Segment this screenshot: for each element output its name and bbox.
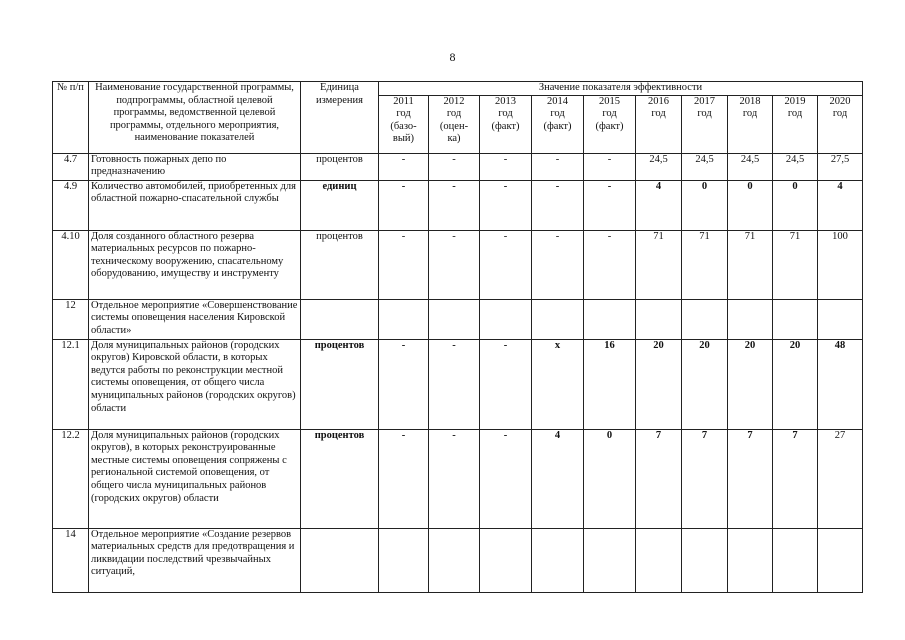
header-year-text: год [832, 108, 848, 120]
row-value-2013: - [480, 180, 532, 230]
row-value-2016: 71 [636, 230, 682, 299]
row-number: 4.10 [53, 230, 89, 299]
row-value-2012: - [429, 153, 480, 180]
row-value-2011: - [379, 230, 429, 299]
row-value-2016: 20 [636, 339, 682, 429]
header-year-text: 2011 [393, 95, 414, 107]
row-value-2018 [728, 528, 773, 592]
row-value-2012: - [429, 339, 480, 429]
table-row [53, 299, 863, 339]
row-value-2012: - [429, 230, 480, 299]
table-row [53, 230, 863, 299]
row-value-2014: 4 [532, 429, 584, 528]
row-value-2020: 4 [818, 180, 863, 230]
row-value-2019 [773, 528, 818, 592]
row-value-2017: 71 [682, 230, 728, 299]
row-value-2014 [532, 299, 584, 339]
row-value-2012 [429, 528, 480, 592]
header-year-2011 [379, 95, 429, 153]
row-value-2019: 7 [773, 429, 818, 528]
table-row [53, 429, 863, 528]
row-name: Отдельное мероприятие «Совершенствование системы оповещения населения Кировской области» [89, 299, 301, 339]
row-value-2014: - [532, 180, 584, 230]
row-value-2015: - [584, 230, 636, 299]
row-value-2017: 20 [682, 339, 728, 429]
row-value-2015: 0 [584, 429, 636, 528]
row-number: 14 [53, 528, 89, 592]
row-number: 4.9 [53, 180, 89, 230]
header-year-text: 2015 [599, 95, 620, 107]
row-value-2017 [682, 528, 728, 592]
row-value-2016 [636, 528, 682, 592]
header-year-text: (базо- [390, 120, 417, 132]
header-year-text: год [550, 108, 565, 120]
row-value-2020: 27,5 [818, 153, 863, 180]
row-unit: процентов [301, 230, 379, 299]
row-value-2011 [379, 299, 429, 339]
header-year-text: год [602, 108, 617, 120]
row-number: 12.1 [53, 339, 89, 429]
row-value-2020: 48 [818, 339, 863, 429]
row-number: 4.7 [53, 153, 89, 180]
row-value-2018: 20 [728, 339, 773, 429]
table-row [53, 180, 863, 230]
row-value-2019: 20 [773, 339, 818, 429]
header-year-2017 [682, 95, 728, 153]
indicators-table [52, 81, 863, 593]
header-year-text: год [742, 108, 758, 120]
row-value-2019: 71 [773, 230, 818, 299]
header-values-group: Значение показателя эффективности [379, 82, 863, 96]
row-value-2015: 16 [584, 339, 636, 429]
header-year-text: год [446, 108, 462, 120]
row-value-2017 [682, 299, 728, 339]
header-year-2018 [728, 95, 773, 153]
header-year-text: 2014 [547, 95, 568, 107]
row-unit: единиц [301, 180, 379, 230]
row-value-2011 [379, 528, 429, 592]
row-value-2016 [636, 299, 682, 339]
row-value-2020: 27 [818, 429, 863, 528]
row-value-2018: 0 [728, 180, 773, 230]
row-value-2012 [429, 299, 480, 339]
row-value-2013: - [480, 230, 532, 299]
row-value-2011: - [379, 429, 429, 528]
row-value-2011: - [379, 180, 429, 230]
row-value-2016: 7 [636, 429, 682, 528]
header-year-text: (факт) [491, 120, 520, 132]
header-year-2016 [636, 95, 682, 153]
header-row-top [53, 82, 863, 96]
row-number: 12 [53, 299, 89, 339]
header-year-text: 2016 [648, 95, 669, 107]
header-year-text: 2012 [443, 95, 465, 107]
row-value-2020 [818, 299, 863, 339]
row-value-2013: - [480, 153, 532, 180]
row-value-2013: - [480, 339, 532, 429]
row-value-2015: - [584, 153, 636, 180]
header-year-2013 [480, 95, 532, 153]
row-unit: процентов [301, 429, 379, 528]
row-number: 12.2 [53, 429, 89, 528]
row-value-2015 [584, 299, 636, 339]
header-year-text: 2019 [784, 95, 806, 107]
row-value-2013 [480, 528, 532, 592]
row-value-2011: - [379, 339, 429, 429]
row-value-2015: - [584, 180, 636, 230]
row-name: Доля муниципальных районов (городских округов) Кировской области, в которых ведутся работы по реконструкции местной системы оповещения, от общего числа муниципальных районов (городских округов) области [89, 339, 301, 429]
header-year-text: ка) [447, 133, 461, 145]
row-value-2020: 100 [818, 230, 863, 299]
row-value-2012: - [429, 429, 480, 528]
row-value-2018: 7 [728, 429, 773, 528]
header-year-text: год [787, 108, 803, 120]
header-year-text: год [697, 108, 712, 120]
row-value-2014: - [532, 230, 584, 299]
table-row [53, 339, 863, 429]
header-year-2015 [584, 95, 636, 153]
row-value-2019 [773, 299, 818, 339]
header-year-2019 [773, 95, 818, 153]
row-value-2019: 0 [773, 180, 818, 230]
header-num: № п/п [53, 82, 89, 154]
header-year-text: 2013 [495, 95, 516, 107]
row-name: Готовность пожарных депо по предназначению [89, 153, 301, 180]
row-value-2012: - [429, 180, 480, 230]
row-value-2018: 71 [728, 230, 773, 299]
row-value-2018 [728, 299, 773, 339]
header-year-text: 2020 [829, 95, 851, 107]
row-name: Доля муниципальных районов (городских округов), в которых реконструированные местные системы оповещения сопряжены с региональной системой оповещения, от общего числа муниципальных районов (городских округов) области [89, 429, 301, 528]
header-year-text: год [498, 108, 513, 120]
row-value-2017: 24,5 [682, 153, 728, 180]
row-unit: процентов [301, 339, 379, 429]
header-year-2014 [532, 95, 584, 153]
row-value-2011: - [379, 153, 429, 180]
row-unit: процентов [301, 153, 379, 180]
header-year-text: (факт) [543, 120, 572, 132]
header-year-2020 [818, 95, 863, 153]
row-unit [301, 528, 379, 592]
row-name: Количество автомобилей, приобретенных для областной пожарно-спасательной службы [89, 180, 301, 230]
header-year-text: (факт) [595, 120, 624, 132]
header-unit: Единица измерения [301, 82, 379, 154]
row-value-2014 [532, 528, 584, 592]
row-value-2017: 0 [682, 180, 728, 230]
row-unit [301, 299, 379, 339]
row-name: Отдельное мероприятие «Создание резервов материальных средств для предотвращения и ликвидации последствий чрезвычайных ситуаций, [89, 528, 301, 592]
row-value-2016: 4 [636, 180, 682, 230]
row-name: Доля созданного областного резерва материальных ресурсов по пожарно-техническому вооружению, спасательному оборудованию, имуществу и инструменту [89, 230, 301, 299]
row-value-2019: 24,5 [773, 153, 818, 180]
header-year-text: 2017 [694, 95, 715, 107]
header-year-text: вый) [392, 133, 415, 145]
header-year-text: 2018 [739, 95, 761, 107]
row-value-2014: - [532, 153, 584, 180]
page-number: 8 [449, 50, 456, 64]
row-value-2013: - [480, 429, 532, 528]
row-value-2017: 7 [682, 429, 728, 528]
header-year-text: год [396, 108, 411, 120]
row-value-2014: x [532, 339, 584, 429]
row-value-2020 [818, 528, 863, 592]
header-name: Наименование государственной программы, подпрограммы, областной целевой программы, ведомственной целевой программы, отдельного мероприятия, наименование показателей [89, 82, 301, 154]
row-value-2013 [480, 299, 532, 339]
row-value-2015 [584, 528, 636, 592]
header-year-text: год [651, 108, 666, 120]
header-year-2012 [429, 95, 480, 153]
table-row [53, 153, 863, 180]
table-row [53, 528, 863, 592]
header-year-text: (оцен- [439, 120, 469, 132]
row-value-2018: 24,5 [728, 153, 773, 180]
row-value-2016: 24,5 [636, 153, 682, 180]
